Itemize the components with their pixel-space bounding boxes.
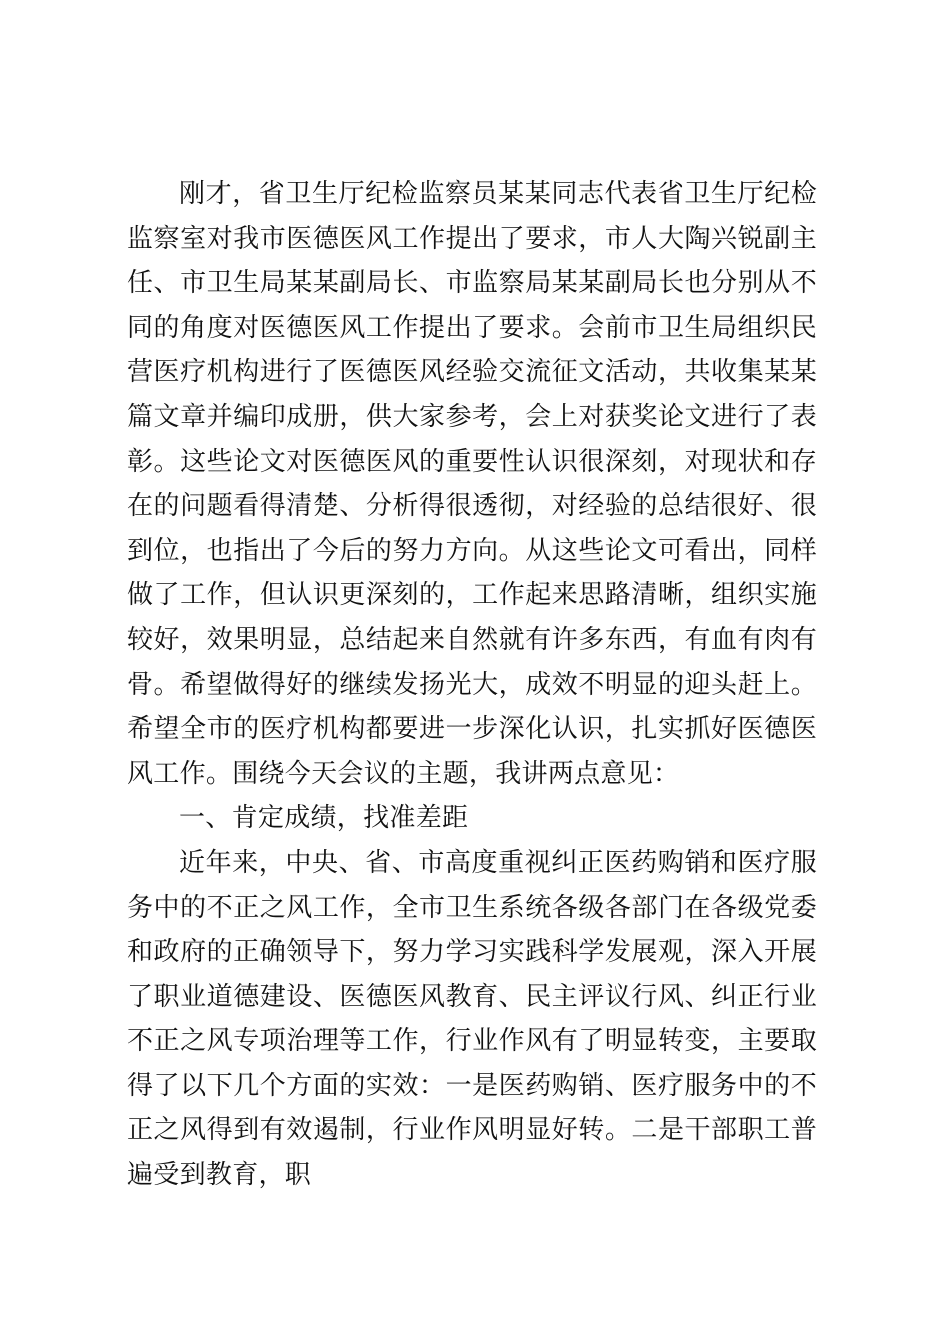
document-body xyxy=(127,172,817,1198)
body-paragraph: 近年来，中央、省、市高度重视纠正医药购销和医疗服务中的不正之风工作，全市卫生系统各级各部门在各级党委和政府的正确领导下，努力学习实践科学发展观，深入开展了职业道德建设、医德医风教育、民主评议行风、纠正行业不正之风专项治理等工作，行业作风有了明显转变，主要取得了以下几个方面的实效：一是医药购销、医疗服务中的不正之风得到有效遏制，行业作风明显好转。二是干部职工普遍受到教育，职 xyxy=(127,847,817,1191)
body-paragraph: 刚才，省卫生厅纪检监察员某某同志代表省卫生厅纪检监察室对我市医德医风工作提出了要求，市人大陶兴锐副主任、市卫生局某某副局长、市监察局某某副局长也分别从不同的角度对医德医风工作提出了要求。会前市卫生局组织民营医疗机构进行了医德医风经验交流征文活动，共收集某某篇文章并编印成册，供大家参考，会上对获奖论文进行了表彰。这些论文对医德医风的重要性认识很深刻，对现状和存在的问题看得清楚、分析得很透彻，对经验的总结很好、很到位，也指出了今后的努力方向。从这些论文可看出，同样做了工作，但认识更深刻的，工作起来思路清晰，组织实施较好，效果明显，总结起来自然就有许多东西，有血有肉有骨。希望做得好的继续发扬光大，成效不明显的迎头赶上。希望全市的医疗机构都要进一步深化认识，扎实抓好医德医风工作。围绕今天会议的主题，我讲两点意见： xyxy=(127,179,817,789)
section-heading: 一、肯定成绩，找准差距 xyxy=(179,803,469,834)
